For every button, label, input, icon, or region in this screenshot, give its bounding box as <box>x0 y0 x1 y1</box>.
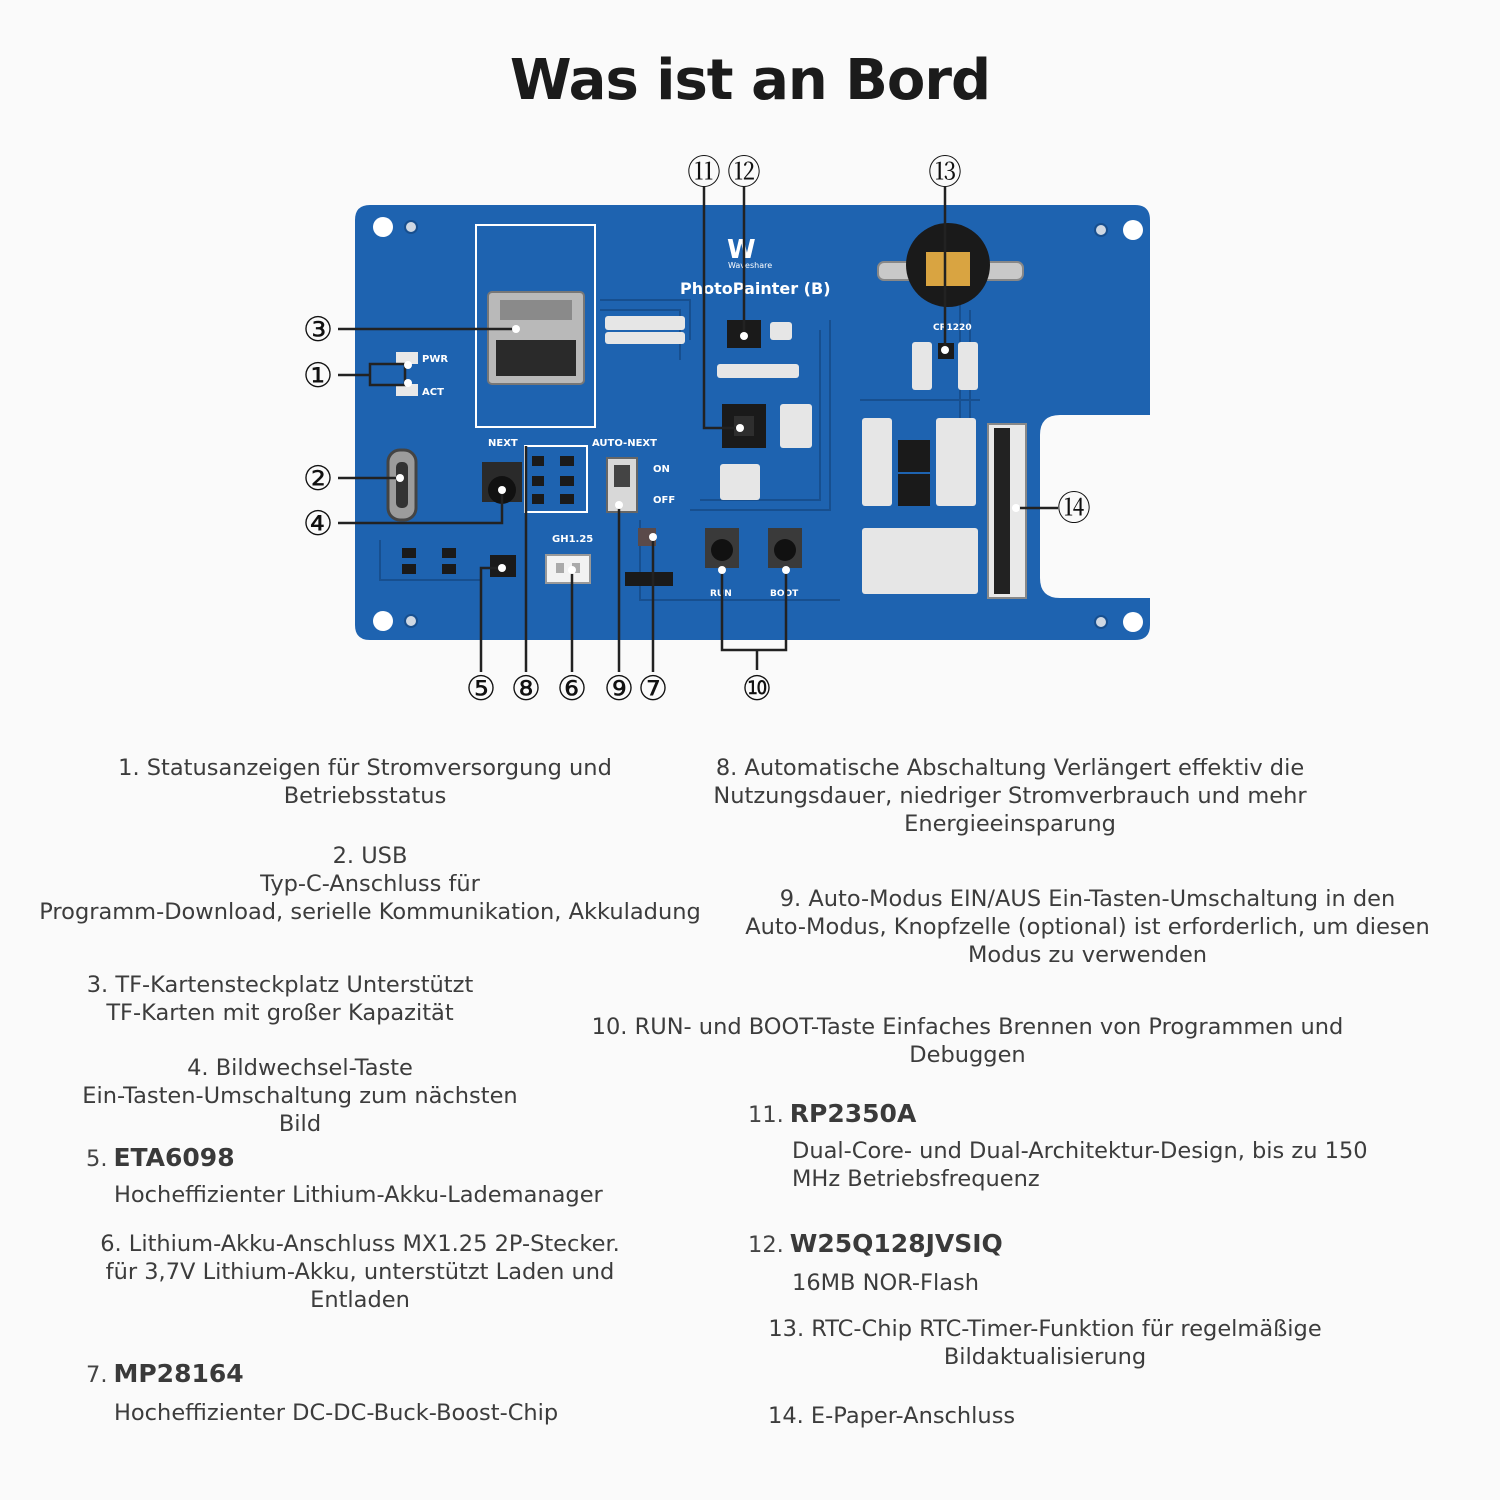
callout-4: ④ <box>302 504 334 544</box>
callout-5: ⑤ <box>465 669 497 709</box>
desc-7-body: Hocheffizienter DC-DC-Buck-Boost-Chip <box>114 1400 559 1426</box>
page-title: Was ist an Bord <box>509 48 991 113</box>
callout-9: ⑨ <box>603 669 635 709</box>
desc-12-body: 16MB NOR-Flash <box>792 1270 979 1296</box>
gh-label: GH1.25 <box>552 534 594 545</box>
desc-12 <box>748 1230 1428 1297</box>
epaper-connector <box>988 424 1026 598</box>
desc-12-num: 12. <box>748 1232 784 1258</box>
desc-5 <box>86 1144 646 1209</box>
desc-2: 2. USB Typ-C-Anschluss für Programm-Download, serielle Kommunikation, Akkuladung <box>39 843 701 925</box>
callout-11: ⑪ <box>687 153 721 193</box>
desc-5-body: Hocheffizienter Lithium-Akku-Lademanager <box>114 1182 603 1208</box>
brand-name: Waveshare <box>728 261 773 270</box>
desc-5-head: ETA6098 <box>113 1143 235 1172</box>
callout-2: ② <box>302 459 334 499</box>
callout-10: ⑩ <box>741 669 773 709</box>
desc-10: 10. RUN- und BOOT-Taste Einfaches Brennen von Programmen und Debuggen <box>591 1014 1344 1068</box>
desc-4: 4. Bildwechsel-Taste Ein-Tasten-Umschaltung zum nächsten Bild <box>82 1055 518 1137</box>
act-label: ACT <box>422 387 444 398</box>
callout-12: ⑫ <box>727 153 761 193</box>
desc-8: 8. Automatische Abschaltung Verlängert effektiv die Nutzungsdauer, niedriger Stromverbrauch und mehr Energieeinsparung <box>713 755 1307 837</box>
board-name: PhotoPainter (B) <box>680 279 831 298</box>
desc-6: 6. Lithium-Akku-Anschluss MX1.25 2P-Stecker. für 3,7V Lithium-Akku, unterstützt Laden und Entladen <box>100 1231 620 1313</box>
battery-connector <box>546 534 593 583</box>
desc-7-num: 7. <box>86 1362 108 1388</box>
rp2350-chip <box>722 404 766 448</box>
callout-13: ⑬ <box>928 153 962 193</box>
desc-7-head: MP28164 <box>113 1359 244 1388</box>
desc-1: 1. Statusanzeigen für Stromversorgung und Betriebsstatus <box>118 755 612 809</box>
callout-3: ③ <box>302 310 334 350</box>
desc-3: 3. TF-Kartensteckplatz Unterstützt TF-Karten mit großer Kapazität <box>86 972 474 1026</box>
tf-card-slot <box>488 292 584 384</box>
desc-11 <box>748 1100 1428 1193</box>
desc-11-body: Dual-Core- und Dual-Architektur-Design, bis zu 150 MHz Betriebsfrequenz <box>792 1138 1368 1192</box>
usb-c-port <box>388 450 416 520</box>
auto-next-label: AUTO-NEXT <box>592 438 657 449</box>
off-label: OFF <box>653 495 676 506</box>
desc-9: 9. Auto-Modus EIN/AUS Ein-Tasten-Umschaltung in den Auto-Modus, Knopfzelle (optional) ist erforderlich, um diesen Modus zu verwenden <box>745 886 1430 968</box>
boot-label: BOOT <box>770 589 799 599</box>
callout-1: ① <box>302 356 334 396</box>
desc-14: 14. E-Paper-Anschluss <box>768 1403 1016 1429</box>
cr-label: CR1220 <box>933 323 972 333</box>
desc-12-head: W25Q128JVSIQ <box>789 1229 1003 1258</box>
desc-11-num: 11. <box>748 1102 784 1128</box>
desc-11-head: RP2350A <box>789 1099 917 1128</box>
desc-5-num: 5. <box>86 1146 108 1172</box>
run-label: RUN <box>710 589 732 599</box>
next-label: NEXT <box>488 438 518 449</box>
on-label: ON <box>653 464 670 475</box>
brand-logo: W <box>727 235 756 265</box>
desc-13: 13. RTC-Chip RTC-Timer-Funktion für regelmäßige Bildaktualisierung <box>768 1316 1322 1370</box>
callout-7: ⑦ <box>637 669 669 709</box>
callout-14: ⑭ <box>1057 489 1091 529</box>
desc-7 <box>86 1360 646 1427</box>
board-diagram <box>0 140 1500 710</box>
callout-6: ⑥ <box>556 669 588 709</box>
pwr-label: PWR <box>422 354 449 365</box>
callout-8: ⑧ <box>510 669 542 709</box>
